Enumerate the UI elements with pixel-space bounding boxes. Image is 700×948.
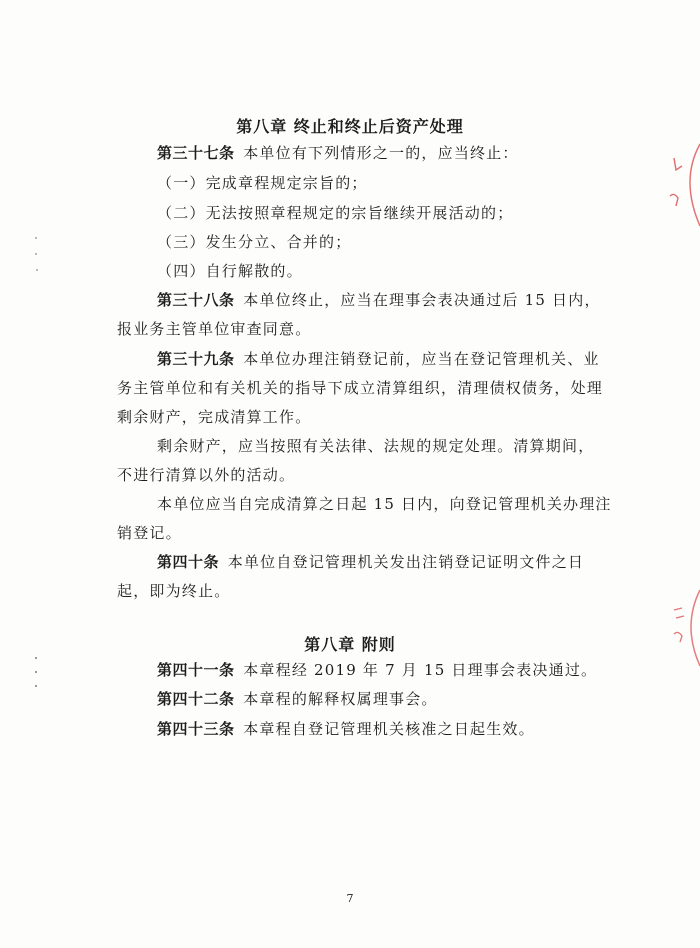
list-item: （四）自行解散的。 — [157, 262, 303, 280]
article-41-text: 本章程经 2019 年 7 月 15 日理事会表决通过。 — [243, 661, 598, 679]
article-37-label: 第三十七条 — [157, 144, 235, 162]
article-42-gap — [235, 690, 244, 708]
article-43 — [157, 720, 535, 738]
deregistration-continued: 销登记。 — [117, 524, 182, 542]
article-40-gap — [219, 553, 228, 571]
scan-speck-marks-upper — [30, 232, 42, 282]
article-38-text: 本单位终止，应当在理事会表决通过后 15 日内， — [243, 291, 601, 309]
deregistration-paragraph: 本单位应当自完成清算之日起 15 日内，向登记管理机关办理注 — [157, 495, 612, 513]
article-39 — [157, 350, 600, 368]
article-40-continued: 起，即为终止。 — [117, 582, 231, 600]
chapter-heading-supplementary: 第八章 附则 — [304, 635, 396, 654]
article-39-continued: 剩余财产，完成清算工作。 — [117, 408, 312, 426]
article-38-continued: 报业务主管单位审查同意。 — [117, 320, 312, 338]
article-43-label: 第四十三条 — [157, 720, 235, 738]
page-number: 7 — [346, 892, 354, 905]
article-40-text: 本单位自登记管理机关发出注销登记证明文件之日 — [227, 553, 585, 571]
article-41-gap — [235, 661, 244, 679]
article-40 — [157, 553, 584, 571]
article-42 — [157, 690, 438, 708]
article-38-gap — [235, 291, 244, 309]
article-41 — [157, 661, 597, 679]
article-37-text: 本单位有下列情形之一的，应当终止： — [243, 144, 519, 162]
list-item: （三）发生分立、合并的； — [157, 233, 352, 251]
residual-assets-continued: 不进行清算以外的活动。 — [117, 466, 296, 484]
article-37-gap — [235, 144, 244, 162]
article-42-label: 第四十二条 — [157, 690, 235, 708]
red-seal-fragment-top — [660, 140, 700, 230]
article-43-text: 本章程自登记管理机关核准之日起生效。 — [243, 720, 535, 738]
article-43-gap — [235, 720, 244, 738]
residual-assets-paragraph: 剩余财产，应当按照有关法律、法规的规定处理。清算期间， — [157, 437, 595, 455]
red-seal-fragment-bottom — [660, 586, 700, 670]
article-39-continued: 务主管单位和有关机关的指导下成立清算组织，清理债权债务，处理 — [117, 379, 604, 397]
chapter-heading-termination: 第八章 终止和终止后资产处理 — [236, 117, 464, 136]
list-item: （一）完成章程规定宗旨的； — [157, 174, 368, 192]
article-42-text: 本章程的解释权属理事会。 — [243, 690, 438, 708]
article-39-text: 本单位办理注销登记前，应当在登记管理机关、业 — [243, 350, 600, 368]
article-41-label: 第四十一条 — [157, 661, 235, 679]
article-38 — [157, 291, 601, 309]
article-38-label: 第三十八条 — [157, 291, 235, 309]
article-37 — [157, 144, 519, 162]
article-40-label: 第四十条 — [157, 553, 220, 571]
scan-speck-marks-lower — [30, 652, 42, 698]
article-39-label: 第三十九条 — [157, 350, 235, 368]
article-39-gap — [235, 350, 244, 368]
list-item: （二）无法按照章程规定的宗旨继续开展活动的； — [157, 204, 514, 222]
